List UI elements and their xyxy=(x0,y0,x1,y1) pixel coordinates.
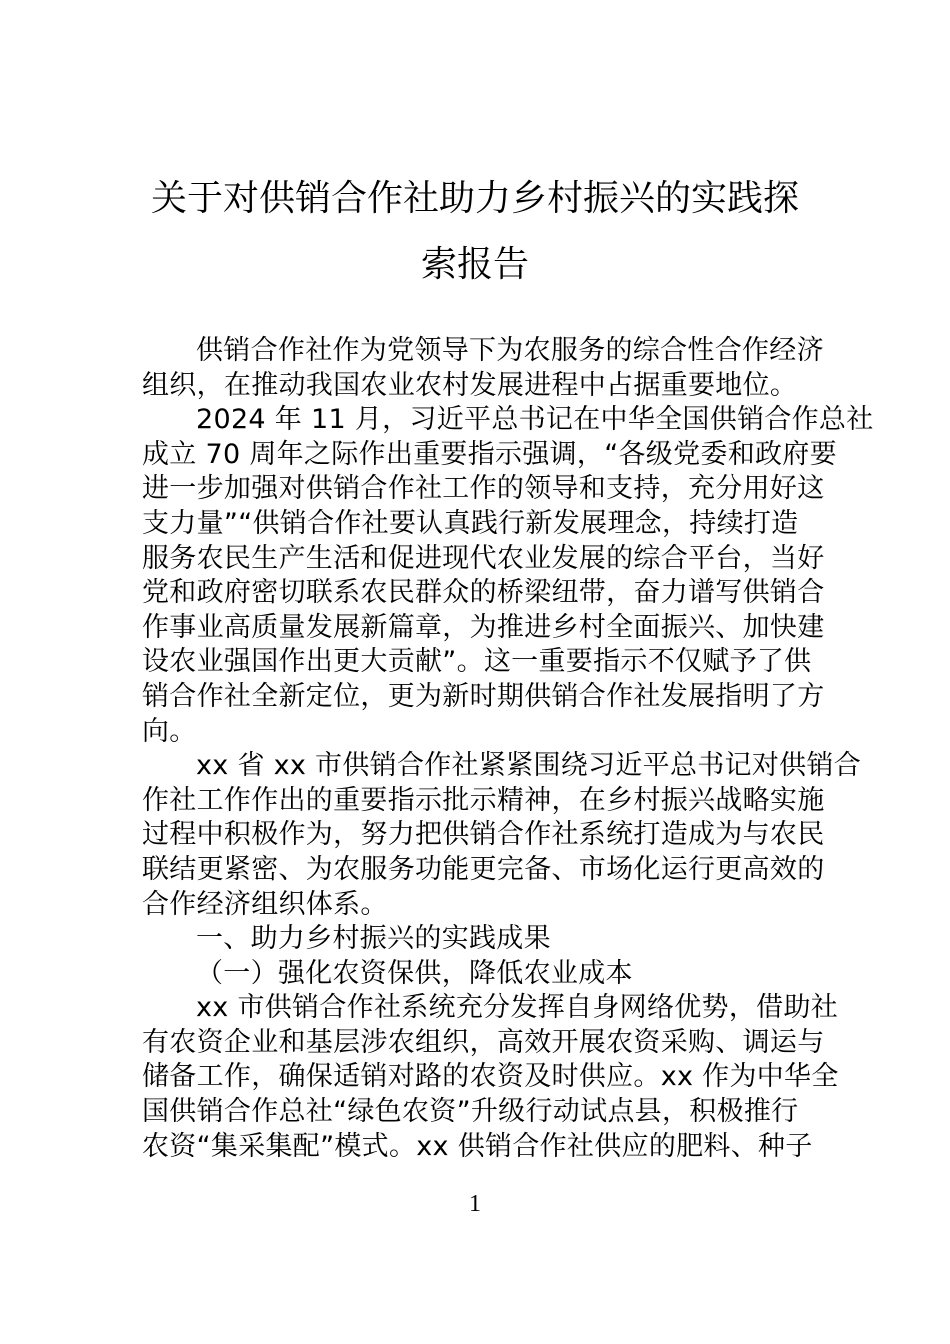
paragraph-line: 设农业强国作出更大贡献”。这一重要指示不仅赋予了供 xyxy=(142,646,812,678)
document-body xyxy=(142,334,874,1164)
paragraph-line: 2024 年 11 月，习近平总书记在中华全国供销合作总社 xyxy=(196,404,874,436)
title-line: 索报告 xyxy=(420,244,529,285)
paragraph-line: 党和政府密切联系农民群众的桥梁纽带，奋力谱写供销合 xyxy=(142,577,825,609)
paragraph-line: xx 省 xx 市供销合作社紧紧围绕习近平总书记对供销合 xyxy=(196,750,862,782)
page-number: 1 xyxy=(469,1191,481,1217)
section-heading: 一、助力乡村振兴的实践成果 xyxy=(196,923,551,955)
paragraph-line: 过程中积极作为，努力把供销合作社系统打造成为与农民 xyxy=(142,819,825,851)
paragraph-line: 作社工作作出的重要指示批示精神，在乡村振兴战略实施 xyxy=(142,784,825,816)
paragraph-line: 向。 xyxy=(142,715,197,747)
paragraph-line: 支力量”“供销合作社要认真践行新发展理念，持续打造 xyxy=(142,507,799,539)
paragraph-line: 联结更紧密、为农服务功能更完备、市场化运行更高效的 xyxy=(142,853,825,885)
paragraph-line: 进一步加强对供销合作社工作的领导和支持，充分用好这 xyxy=(142,473,825,505)
paragraph-line: 合作经济组织体系。 xyxy=(142,888,388,920)
paragraph-line: 储备工作，确保适销对路的农资及时供应。xx 作为中华全 xyxy=(142,1061,839,1093)
paragraph-line: 服务农民生产生活和促进现代农业发展的综合平台，当好 xyxy=(142,542,825,574)
paragraph-line: 作事业高质量发展新篇章，为推进乡村全面振兴、加快建 xyxy=(142,611,825,643)
paragraph-line: 国供销合作总社“绿色农资”升级行动试点县，积极推行 xyxy=(142,1096,799,1128)
title-line: 关于对供销合作社助力乡村振兴的实践探 xyxy=(150,178,799,219)
paragraph-line: 成立 70 周年之际作出重要指示强调，“各级党委和政府要 xyxy=(142,438,837,470)
paragraph-line: 销合作社全新定位，更为新时期供销合作社发展指明了方 xyxy=(142,680,825,712)
paragraph-line: 有农资企业和基层涉农组织，高效开展农资采购、调运与 xyxy=(142,1026,825,1058)
document-title xyxy=(100,166,850,298)
subsection-heading: （一）强化农资保供，降低农业成本 xyxy=(196,957,633,989)
paragraph-line: xx 市供销合作社系统充分发挥自身网络优势，借助社 xyxy=(196,992,839,1024)
paragraph-line: 组织，在推动我国农业农村发展进程中占据重要地位。 xyxy=(142,369,798,401)
paragraph-line: 农资“集采集配”模式。xx 供销合作社供应的肥料、种子 xyxy=(142,1130,813,1162)
paragraph-line: 供销合作社作为党领导下为农服务的综合性合作经济 xyxy=(196,335,824,366)
